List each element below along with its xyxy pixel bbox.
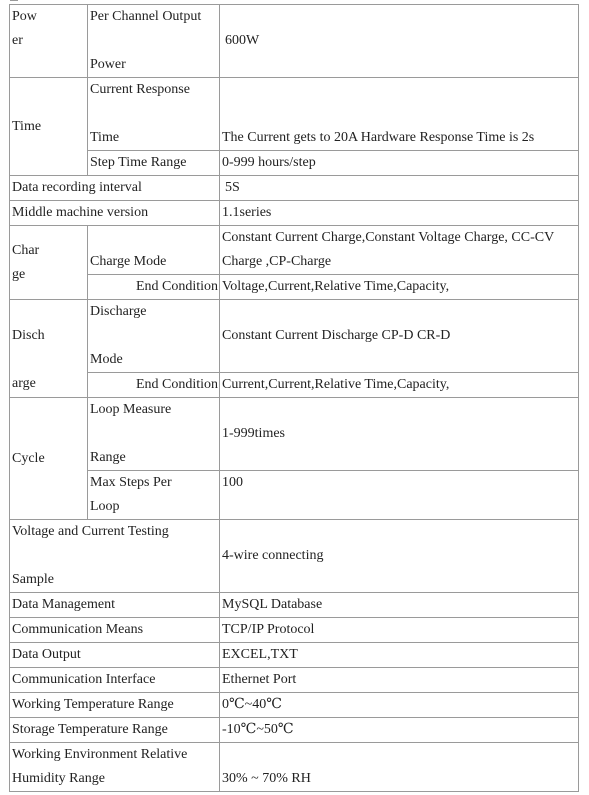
current-response-label-line2: Time	[90, 130, 120, 145]
communication-interface-label-cell	[10, 668, 220, 693]
step-time-value-cell	[220, 151, 579, 176]
middle-machine-label: Middle machine version	[12, 205, 149, 220]
working-temperature-value-cell	[220, 693, 579, 718]
table-row-max-steps	[10, 471, 579, 520]
step-time-label: Step Time Range	[90, 155, 187, 170]
discharge-group-cell	[10, 300, 88, 398]
current-response-value-cell	[220, 78, 579, 151]
table-row-charge-mode	[10, 226, 579, 275]
max-steps-label-line1: Max Steps Per	[90, 475, 172, 490]
working-temperature-label: Working Temperature Range	[12, 697, 174, 712]
table-row-power	[10, 5, 579, 78]
time-group-label: Time	[12, 118, 42, 134]
data-output-value-cell	[220, 643, 579, 668]
vc-testing-label-line1: Voltage and Current Testing	[12, 524, 169, 539]
charge-group-line2: ge	[12, 267, 26, 282]
communication-interface-label: Communication Interface	[12, 672, 156, 687]
power-group-cell	[10, 5, 88, 78]
discharge-group-line1: Disch	[12, 328, 45, 343]
discharge-end-label: End Condition	[135, 377, 218, 392]
current-response-label-cell	[88, 78, 220, 151]
power-group-line2: er	[12, 33, 23, 48]
charge-mode-label: Charge Mode	[90, 254, 167, 269]
storage-temperature-label: Storage Temperature Range	[12, 722, 168, 737]
charge-end-value: Voltage,Current,Relative Time,Capacity,	[222, 279, 450, 294]
max-steps-value-cell	[220, 471, 579, 520]
table-row-discharge-mode	[10, 300, 579, 373]
vc-testing-label-cell	[10, 520, 220, 593]
power-group-line1: Pow	[12, 9, 37, 24]
working-temperature-value: 0℃~40℃	[222, 697, 282, 712]
charge-group-line1: Char	[12, 243, 40, 258]
table-row-vc-testing	[10, 520, 579, 593]
specification-table	[9, 4, 579, 792]
table-row-data-management	[10, 593, 579, 618]
discharge-mode-value-cell	[220, 300, 579, 373]
storage-temperature-label-cell	[10, 718, 220, 743]
discharge-mode-label-line1: Discharge	[90, 304, 147, 319]
power-label-line2: Power	[90, 57, 126, 72]
table-row-humidity	[10, 743, 579, 792]
discharge-group-line2: arge	[12, 376, 36, 391]
middle-machine-value-cell	[220, 201, 579, 226]
storage-temperature-value: -10℃~50℃	[222, 722, 294, 737]
discharge-mode-label-cell	[88, 300, 220, 373]
humidity-label-line1: Working Environment Relative	[12, 747, 188, 762]
humidity-value-cell	[220, 743, 579, 792]
charge-end-value-cell	[220, 275, 579, 300]
spec-table-container	[9, 4, 578, 792]
max-steps-label-cell	[88, 471, 220, 520]
table-row-data-output	[10, 643, 579, 668]
discharge-mode-value: Constant Current Discharge CP-D CR-D	[222, 328, 451, 343]
data-management-value: MySQL Database	[222, 597, 323, 612]
table-row-charge-end	[10, 275, 579, 300]
current-response-label-line1: Current Response	[90, 82, 190, 97]
discharge-mode-label-line2: Mode	[90, 352, 123, 367]
table-row-current-response	[10, 78, 579, 151]
charge-end-label-cell	[88, 275, 220, 300]
middle-machine-value: 1.1series	[222, 205, 272, 220]
loop-measure-value-cell	[220, 398, 579, 471]
vc-testing-label-line2: Sample	[12, 572, 54, 587]
time-group-cell	[10, 78, 88, 176]
table-row-discharge-end	[10, 373, 579, 398]
humidity-label-line2: Humidity Range	[12, 771, 105, 786]
data-output-value: EXCEL,TXT	[222, 647, 298, 662]
table-row-middle-machine	[10, 201, 579, 226]
charge-mode-value: Constant Current Charge,Constant Voltage Charge, CC-CV Charge ,CP-Charge	[222, 230, 554, 269]
loop-measure-label-line2: Range	[90, 450, 126, 465]
loop-measure-label-line1: Loop Measure	[90, 402, 172, 417]
table-row-communication-means	[10, 618, 579, 643]
step-time-value: 0-999 hours/step	[222, 155, 316, 170]
charge-group-cell	[10, 226, 88, 300]
working-temperature-label-cell	[10, 693, 220, 718]
power-value-cell	[220, 5, 579, 78]
loop-measure-label-cell	[88, 398, 220, 471]
data-recording-value: 5S	[225, 180, 240, 195]
table-row-communication-interface	[10, 668, 579, 693]
communication-means-label: Communication Means	[12, 622, 144, 637]
vc-testing-value-cell	[220, 520, 579, 593]
middle-machine-label-cell	[10, 201, 220, 226]
table-row-data-recording	[10, 176, 579, 201]
communication-means-label-cell	[10, 618, 220, 643]
discharge-end-value-cell	[220, 373, 579, 398]
charge-end-label: End Condition	[135, 279, 218, 294]
data-management-value-cell	[220, 593, 579, 618]
discharge-end-label-cell	[88, 373, 220, 398]
step-time-label-cell	[88, 151, 220, 176]
communication-means-value: TCP/IP Protocol	[222, 622, 315, 637]
data-recording-label-cell	[10, 176, 220, 201]
power-label-line1: Per Channel Output	[90, 9, 202, 24]
communication-means-value-cell	[220, 618, 579, 643]
power-value: 600W	[225, 33, 260, 48]
vc-testing-value: 4-wire connecting	[222, 548, 324, 563]
current-response-value: The Current gets to 20A Hardware Response Time is 2s	[222, 130, 535, 145]
table-row-loop-measure	[10, 398, 579, 471]
humidity-label-cell	[10, 743, 220, 792]
data-output-label: Data Output	[12, 647, 81, 662]
table-row-working-temperature	[10, 693, 579, 718]
storage-temperature-value-cell	[220, 718, 579, 743]
cycle-group-label: Cycle	[12, 450, 45, 466]
max-steps-value: 100	[222, 475, 243, 490]
data-management-label: Data Management	[12, 597, 116, 612]
loop-measure-value: 1-999times	[222, 426, 285, 441]
data-recording-label: Data recording interval	[12, 180, 142, 195]
cycle-group-cell	[10, 398, 88, 520]
discharge-end-value: Current,Current,Relative Time,Capacity,	[222, 377, 450, 392]
table-row-storage-temperature	[10, 718, 579, 743]
communication-interface-value-cell	[220, 668, 579, 693]
power-label-cell	[88, 5, 220, 78]
charge-mode-value-cell	[220, 226, 579, 275]
charge-mode-label-cell	[88, 226, 220, 275]
humidity-value: 30% ~ 70% RH	[222, 771, 311, 786]
data-management-label-cell	[10, 593, 220, 618]
communication-interface-value: Ethernet Port	[222, 672, 297, 687]
table-row-step-time	[10, 151, 579, 176]
data-recording-value-cell	[220, 176, 579, 201]
data-output-label-cell	[10, 643, 220, 668]
max-steps-label-line2: Loop	[90, 499, 120, 514]
